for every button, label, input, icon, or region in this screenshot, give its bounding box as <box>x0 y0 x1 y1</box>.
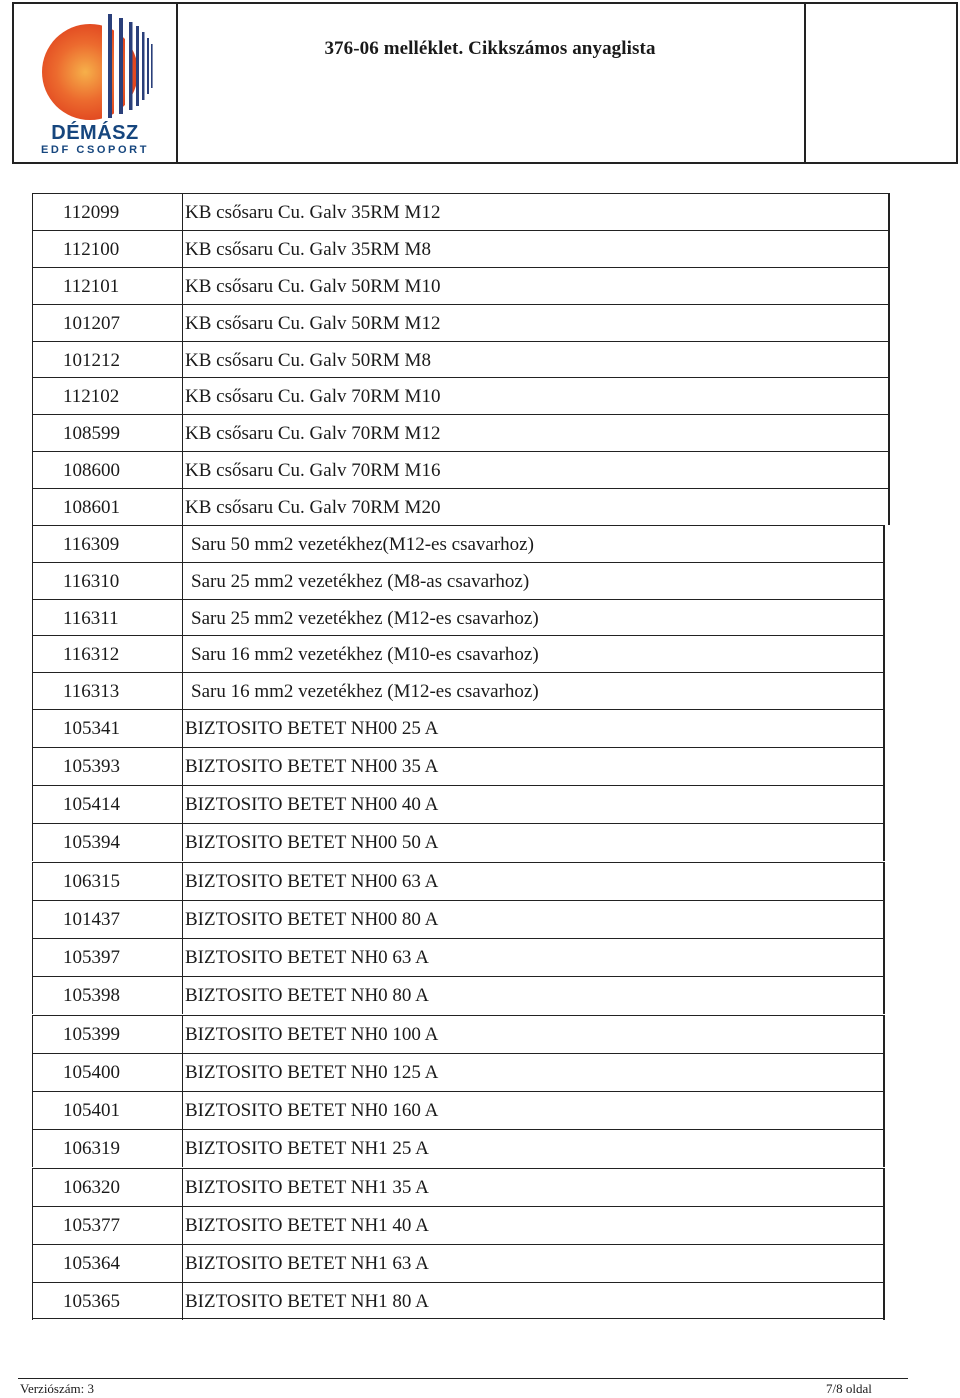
item-code: 101437 <box>32 900 182 938</box>
item-description: Saru 25 mm2 vezetékhez (M12-es csavarhoz) <box>182 599 885 636</box>
item-description: Saru 25 mm2 vezetékhez (M8-as csavarhoz) <box>182 562 885 599</box>
demasz-logo-icon <box>28 10 162 122</box>
item-code: 105364 <box>32 1244 182 1282</box>
item-code: 105397 <box>32 938 182 976</box>
item-code: 105400 <box>32 1053 182 1091</box>
item-code: 112099 <box>32 193 182 230</box>
item-code: 106319 <box>32 1129 182 1167</box>
item-description: BIZTOSITO BETET NH1 63 A <box>182 1244 885 1282</box>
item-code: 105377 <box>32 1206 182 1244</box>
item-description: BIZTOSITO BETET NH1 35 A <box>182 1168 885 1206</box>
document-header <box>12 2 958 164</box>
item-description: KB csősaru Cu. Galv 35RM M8 <box>182 230 890 267</box>
logo-cell <box>14 4 178 162</box>
item-code: 105399 <box>32 1015 182 1053</box>
item-description: BIZTOSITO BETET NH00 50 A <box>182 823 885 861</box>
item-description: Saru 16 mm2 vezetékhez (M12-es csavarhoz) <box>182 672 885 709</box>
logo-wordmark: DÉMÁSZ <box>51 122 139 144</box>
item-description: KB csősaru Cu. Galv 70RM M10 <box>182 377 890 414</box>
item-code: 116312 <box>32 635 182 672</box>
item-code: 106315 <box>32 862 182 900</box>
item-code: 105341 <box>32 709 182 747</box>
item-description: BIZTOSITO BETET NH1 80 A <box>182 1282 885 1320</box>
item-code: 108600 <box>32 451 182 488</box>
logo-subtitle: EDF CSOPORT <box>40 144 150 156</box>
item-code: 105365 <box>32 1282 182 1320</box>
item-code: 105398 <box>32 976 182 1014</box>
item-description: KB csősaru Cu. Galv 70RM M16 <box>182 451 890 488</box>
document-title: 376-06 melléklet. Cikkszámos anyaglista <box>324 38 656 59</box>
item-code: 112101 <box>32 267 182 304</box>
item-code: 105393 <box>32 747 182 785</box>
item-description: KB csősaru Cu. Galv 35RM M12 <box>182 193 890 230</box>
item-description: BIZTOSITO BETET NH1 40 A <box>182 1206 885 1244</box>
item-description: KB csősaru Cu. Galv 70RM M12 <box>182 414 890 451</box>
item-description: BIZTOSITO BETET NH0 160 A <box>182 1091 885 1129</box>
item-description: BIZTOSITO BETET NH00 25 A <box>182 709 885 747</box>
item-description: KB csősaru Cu. Galv 50RM M8 <box>182 341 890 378</box>
item-code: 116310 <box>32 562 182 599</box>
title-cell <box>176 4 806 162</box>
item-code: 105414 <box>32 785 182 823</box>
item-description: KB csősaru Cu. Galv 50RM M12 <box>182 304 890 341</box>
item-description: BIZTOSITO BETET NH00 35 A <box>182 747 885 785</box>
item-description: BIZTOSITO BETET NH1 25 A <box>182 1129 885 1167</box>
item-description: KB csősaru Cu. Galv 70RM M20 <box>182 488 890 525</box>
item-code: 101212 <box>32 341 182 378</box>
item-code: 108601 <box>32 488 182 525</box>
item-description: KB csősaru Cu. Galv 50RM M10 <box>182 267 890 304</box>
item-code: 105394 <box>32 823 182 861</box>
footer-divider <box>18 1378 908 1379</box>
item-code: 116311 <box>32 599 182 636</box>
item-description: BIZTOSITO BETET NH0 80 A <box>182 976 885 1014</box>
item-description: Saru 50 mm2 vezetékhez(M12-es csavarhoz) <box>182 525 885 562</box>
item-description: BIZTOSITO BETET NH0 100 A <box>182 1015 885 1053</box>
item-description: Saru 16 mm2 vezetékhez (M10-es csavarhoz) <box>182 635 885 672</box>
table-bottom-border <box>32 1318 885 1319</box>
item-description: BIZTOSITO BETET NH00 80 A <box>182 900 885 938</box>
item-code: 116309 <box>32 525 182 562</box>
item-description: BIZTOSITO BETET NH00 63 A <box>182 862 885 900</box>
item-code: 112100 <box>32 230 182 267</box>
item-code: 116313 <box>32 672 182 709</box>
item-code: 101207 <box>32 304 182 341</box>
page-number: 7/8 oldal <box>826 1381 872 1396</box>
item-code: 108599 <box>32 414 182 451</box>
item-code: 105401 <box>32 1091 182 1129</box>
version-number: Verziószám: 3 <box>20 1381 95 1396</box>
item-code: 106320 <box>32 1168 182 1206</box>
item-description: BIZTOSITO BETET NH0 125 A <box>182 1053 885 1091</box>
item-code: 112102 <box>32 377 182 414</box>
item-description: BIZTOSITO BETET NH0 63 A <box>182 938 885 976</box>
item-description: BIZTOSITO BETET NH00 40 A <box>182 785 885 823</box>
